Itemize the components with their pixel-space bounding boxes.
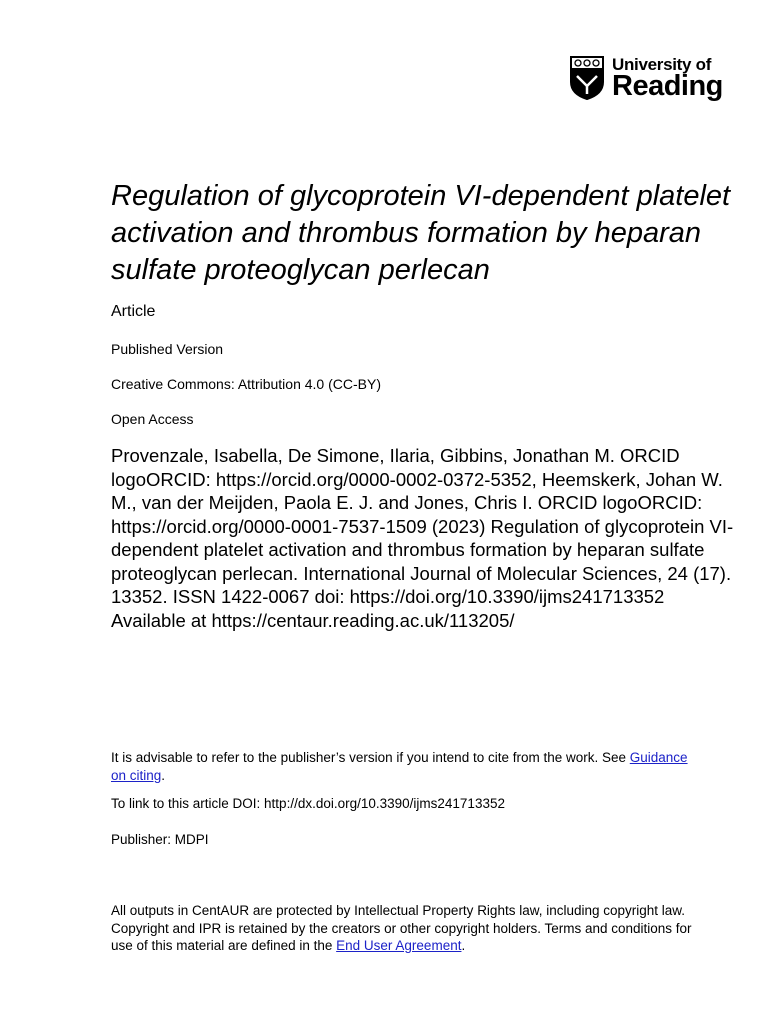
- rights-text: All outputs in CentAUR are protected by Intellectual Property Rights law, including copyright law. Copyright and IPR is retained by the creators or other copyright holders. Terms and conditions for use of this material are defined in the: [111, 903, 692, 953]
- logo-line-1: University of: [612, 55, 712, 74]
- advisory-end: .: [161, 767, 166, 783]
- article-title: Regulation of glycoprotein VI-dependent platelet activation and thrombus formation by heparan sulfate proteoglycan perlecan: [111, 180, 731, 286]
- version-label: Published Version: [111, 341, 224, 357]
- logo-line-2: Reading: [612, 70, 723, 102]
- university-logo: [570, 56, 730, 104]
- citation-text: Provenzale, Isabella, De Simone, Ilaria, Gibbins, Jonathan M. ORCID logoORCID: https://orcid.org/0000-0002-0372-5352, Heemskerk, Johan W. M., van der Meijden, Paola E. J. and Jones, Chris I. ORCID logoORCID: https://orcid.org/0000-0001-7537-1509 (2023) Regulation of glycoprotein VI-dependent platelet activation and thrombus formation by heparan sulfate proteoglycan perlecan. International Journal of Molecular Sciences, 24 (17). 13352. ISSN 1422-0067 doi: https://doi.org/10.3390/ijms241713352 Available at https://centaur.reading.ac.uk/113205/: [111, 445, 734, 631]
- rights-end: .: [461, 938, 466, 953]
- publisher-line: Publisher: MDPI: [111, 832, 209, 847]
- citation-advisory: [111, 749, 701, 784]
- license-label: Creative Commons: Attribution 4.0 (CC-BY): [111, 376, 381, 392]
- rights-notice: [111, 902, 701, 955]
- doi-line: To link to this article DOI: http://dx.doi.org/10.3390/ijms241713352: [111, 796, 505, 811]
- end-user-agreement-link[interactable]: End User Agreement: [336, 938, 462, 953]
- access-label: Open Access: [111, 411, 194, 427]
- guidance-on-citing-link[interactable]: Guidance on citing: [111, 750, 688, 783]
- university-shield-icon: [570, 56, 604, 100]
- item-type: Article: [111, 303, 156, 320]
- advisory-text: It is advisable to refer to the publisher’s version if you intend to cite from the work. See: [111, 750, 630, 765]
